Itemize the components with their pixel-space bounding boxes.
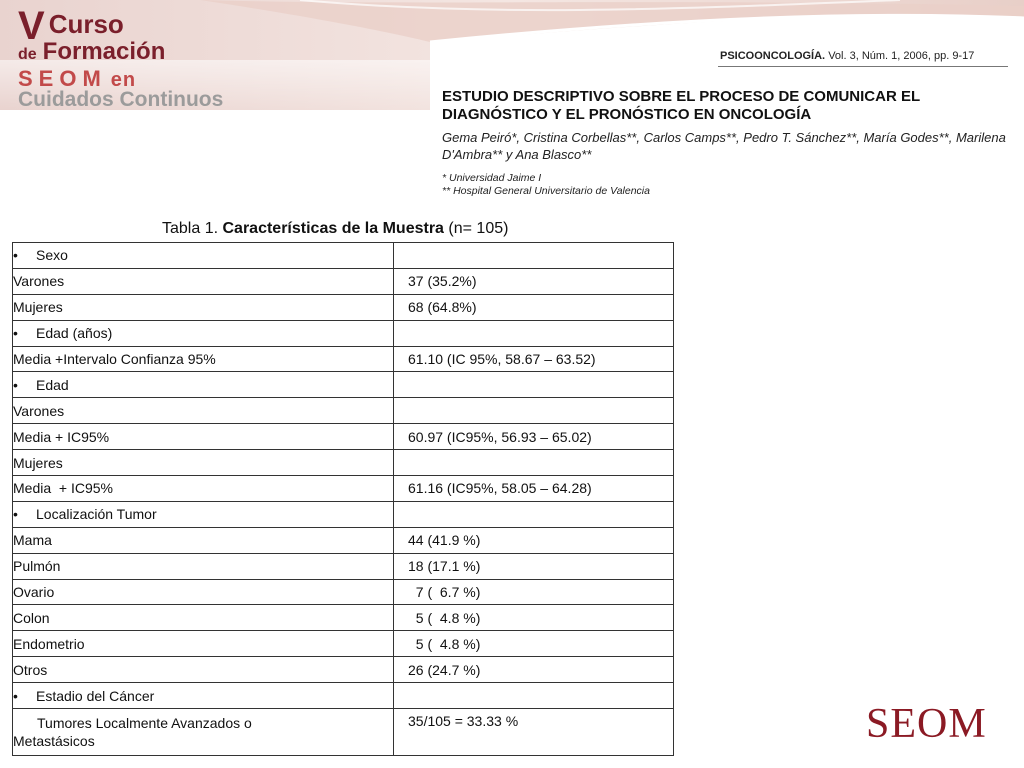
logo-de: de — [18, 46, 37, 63]
affiliation-1: * Universidad Jaime I — [442, 172, 542, 184]
row-label: Mama — [13, 527, 394, 553]
table-row — [13, 527, 674, 553]
journal-name: PSICOONCOLOGÍA. — [720, 50, 826, 62]
row-label: Pulmón — [13, 553, 394, 579]
row-value: 61.16 (IC95%, 58.05 – 64.28) — [394, 476, 674, 502]
table-row — [13, 398, 674, 424]
row-label: Otros — [13, 657, 394, 683]
row-label: Ovario — [13, 579, 394, 605]
table-caption-prefix: Tabla 1. — [162, 220, 219, 237]
row-label-line-1: Tumores Localmente Avanzados o — [37, 715, 252, 732]
row-value — [394, 683, 674, 709]
seom-logo: SEOM — [866, 701, 987, 747]
row-value: 5 ( 4.8 %) — [394, 631, 674, 657]
table-row — [13, 501, 674, 527]
row-value — [394, 501, 674, 527]
journal-details: Vol. 3, Núm. 1, 2006, pp. 9-17 — [828, 50, 975, 62]
row-label: Colon — [13, 605, 394, 631]
row-label-line-2: Metastásicos — [13, 733, 95, 750]
journal-reference — [720, 50, 974, 62]
row-label: Mujeres — [13, 450, 394, 476]
table-row — [13, 372, 674, 398]
table-row — [13, 683, 674, 709]
table-row — [13, 657, 674, 683]
row-label: • Sexo — [13, 243, 394, 269]
row-label: • Edad (años) — [13, 320, 394, 346]
row-label: Endometrio — [13, 631, 394, 657]
table-row — [13, 476, 674, 502]
table-row — [13, 294, 674, 320]
article-authors: Gema Peiró*, Cristina Corbellas**, Carlos Camps**, Pedro T. Sánchez**, María Godes**, Marilena D'Ambra** y Ana Blasco** — [442, 130, 1006, 162]
row-value: 7 ( 6.7 %) — [394, 579, 674, 605]
article-affiliations — [442, 172, 650, 198]
table-caption-title: Características de la Muestra — [222, 220, 444, 237]
row-value — [394, 243, 674, 269]
row-value — [394, 450, 674, 476]
sample-characteristics-table — [12, 242, 674, 756]
table-row — [13, 424, 674, 450]
row-value — [394, 372, 674, 398]
table-row — [13, 579, 674, 605]
table-row — [13, 631, 674, 657]
table-caption-n: (n= 105) — [448, 220, 509, 237]
row-value — [394, 398, 674, 424]
table-row — [13, 320, 674, 346]
row-value: 60.97 (IC95%, 56.93 – 65.02) — [394, 424, 674, 450]
row-value: 68 (64.8%) — [394, 294, 674, 320]
logo-en: en — [110, 69, 137, 91]
row-label: Varones — [13, 268, 394, 294]
row-label: Media +Intervalo Confianza 95% — [13, 346, 394, 372]
table-row — [13, 709, 674, 756]
row-value: 26 (24.7 %) — [394, 657, 674, 683]
row-value: 61.10 (IC 95%, 58.67 – 63.52) — [394, 346, 674, 372]
row-value — [394, 320, 674, 346]
logo-v: V — [18, 4, 45, 48]
table-row — [13, 346, 674, 372]
row-value: 44 (41.9 %) — [394, 527, 674, 553]
row-label: Varones — [13, 398, 394, 424]
table-row — [13, 268, 674, 294]
table-row — [13, 553, 674, 579]
row-label: Media + IC95% — [13, 424, 394, 450]
row-value: 37 (35.2%) — [394, 268, 674, 294]
logo-line-formacion — [18, 38, 165, 66]
affiliation-2: ** Hospital General Universitario de Valencia — [442, 185, 650, 197]
row-label — [13, 709, 394, 756]
logo-seom: SEOM — [18, 66, 107, 91]
row-value: 5 ( 4.8 %) — [394, 605, 674, 631]
table-row — [13, 450, 674, 476]
table-row — [13, 605, 674, 631]
row-label: • Edad — [13, 372, 394, 398]
row-label: Mujeres — [13, 294, 394, 320]
logo-formacion: Formación — [42, 38, 166, 65]
row-value: 35/105 = 33.33 % — [394, 709, 674, 756]
course-logo — [14, 4, 274, 114]
logo-curso: Curso — [48, 9, 124, 39]
table-row — [13, 243, 674, 269]
table-caption — [162, 220, 508, 238]
row-label: Media + IC95% — [13, 476, 394, 502]
logo-line-cuidados: Cuidados Continuos — [18, 88, 224, 111]
row-label: • Localización Tumor — [13, 501, 394, 527]
article-title: ESTUDIO DESCRIPTIVO SOBRE EL PROCESO DE COMUNICAR EL DIAGNÓSTICO Y EL PRONÓSTICO EN ONCOLOGÍA — [442, 88, 920, 123]
journal-divider — [718, 66, 1008, 67]
row-label: • Estadio del Cáncer — [13, 683, 394, 709]
row-value: 18 (17.1 %) — [394, 553, 674, 579]
